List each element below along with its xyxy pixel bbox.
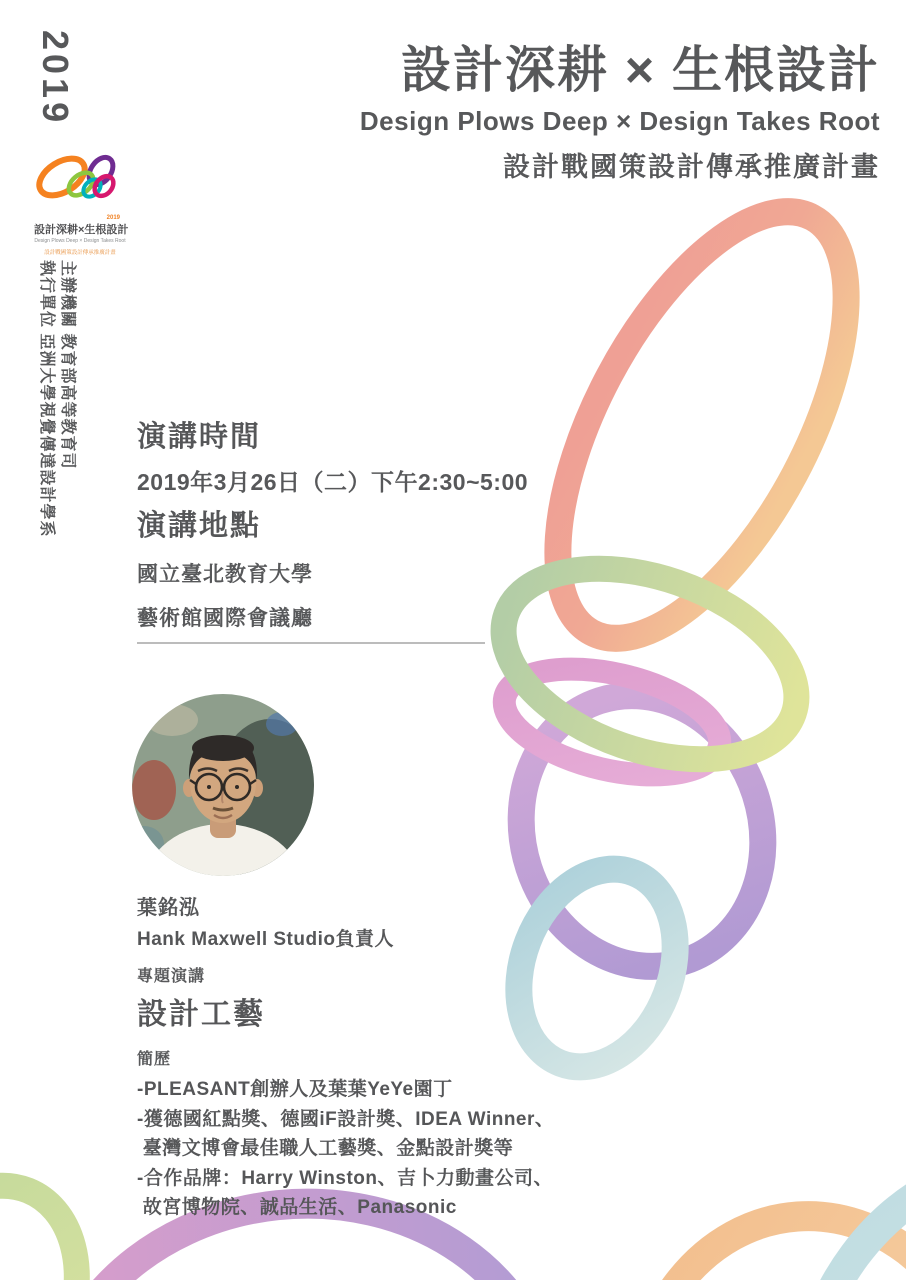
ring-purple — [486, 664, 797, 998]
bio-heading: 簡歷 — [137, 1051, 172, 1068]
speaker-name: 葉銘泓 — [137, 897, 200, 919]
venue-line-2: 藝術館國際會議廳 — [137, 607, 313, 630]
poster-header — [360, 30, 880, 184]
ring-large-peach — [499, 168, 905, 682]
ring-green — [478, 533, 821, 795]
organizer-line-2: 執行單位 亞洲大學視覺傳達設計學系 — [38, 260, 55, 538]
year-vertical-text: 2019 — [35, 30, 76, 127]
bio-line: -PLEASANT創辦人及葉葉YeYe園丁 — [137, 1079, 453, 1100]
lecture-venue-section — [137, 503, 313, 632]
main-title-zh: 設計深耕 × 生根設計 — [401, 42, 880, 98]
logo-title: 設計深耕×生根設計 — [34, 224, 129, 236]
lecture-time-section — [137, 414, 528, 497]
bio-line: 臺灣文博會最佳職人工藝獎、金點設計獎等 — [137, 1138, 514, 1159]
ring-bottom-left-green — [0, 1158, 110, 1280]
ring-bottom-right-orange — [620, 1204, 906, 1280]
event-logo — [34, 150, 129, 256]
talk-section — [137, 963, 265, 1033]
logo-subtitle-en: Design Plows Deep × Design Takes Root — [34, 238, 126, 244]
organizer-line-1: 主辦機關 教育部高等教育司 — [59, 260, 76, 470]
speaker-info — [137, 891, 394, 951]
logo-year: 2019 — [106, 215, 120, 221]
bio-line: -合作品牌：Harry Winston、吉卜力動畫公司、 — [137, 1167, 554, 1189]
venue-line-1: 國立臺北教育大學 — [137, 563, 313, 586]
talk-title: 設計工藝 — [137, 998, 265, 1031]
time-heading: 演講時間 — [137, 421, 262, 453]
main-title-en: Design Plows Deep × Design Takes Root — [359, 106, 880, 136]
speaker-title: Hank Maxwell Studio負責人 — [137, 929, 394, 950]
venue-heading: 演講地點 — [137, 510, 262, 542]
section-divider — [137, 642, 485, 644]
logo-subtitle-zh: 設計戰國策設計傳承推廣計畫 — [44, 250, 116, 256]
talk-label: 專題演講 — [137, 968, 206, 985]
bio-line: 故宮博物院、誠品生活、Panasonic — [137, 1197, 457, 1218]
bio-line: -獲德國紅點獎、德國iF設計獎、IDEA Winner、 — [137, 1108, 555, 1130]
bio-lines — [137, 1075, 554, 1223]
speaker-photo — [132, 694, 314, 876]
program-subtitle: 設計戰國策設計傳承推廣計畫 — [503, 152, 880, 182]
ring-pink — [494, 650, 730, 793]
organizer-vertical-text — [36, 260, 78, 537]
ring-bottom-right-blue — [742, 1110, 906, 1280]
bio-section — [137, 1046, 554, 1223]
time-value: 2019年3月26日（二）下午2:30~5:00 — [137, 469, 529, 495]
logo-rings-icon — [34, 150, 126, 212]
speaker-portrait-illustration — [132, 694, 314, 876]
